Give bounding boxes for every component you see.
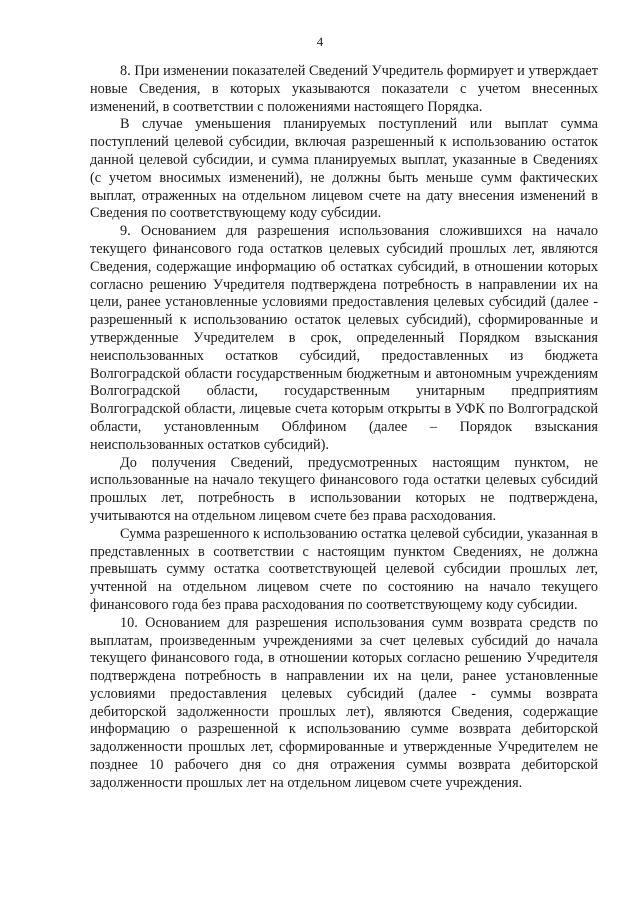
paragraph-10: 10. Основанием для разрешения использования сумм возврата средств по выплатам, произведенным учреждениями за счет целевых субсидий до начала текущего финансового года, в отношении которых согласно решению Учредителя подтверждена потребность в направлении их на цели, ранее установленные условиями предоставления целевых субсидий (далее - суммы возврата дебиторской задолженности прошлых лет), являются Сведения, содержащие информацию о разрешенной к использованию сумме возврата дебиторской задолженности прошлых лет, сформированные и утвержденные Учредителем не позднее 10 рабочего дня со дня отражения суммы возврата дебиторской задолженности прошлых лет на отдельном лицевом счете учреждения.: [90, 614, 598, 791]
paragraph-9-pending-info: До получения Сведений, предусмотренных настоящим пунктом, не использованные на начало текущего финансового года остатки целевых субсидий прошлых лет, потребность в использовании которых не подтверждена, учитываются на отдельном лицевом счете без права расходования.: [90, 454, 598, 524]
paragraph-8-reduction: В случае уменьшения планируемых поступлений или выплат сумма поступлений целевой субсидии, включая разрешенный к использованию остаток данной целевой субсидии, и сумма планируемых выплат, указанные в Сведениях (с учетом вносимых изменений), не должны быть меньше сумм фактических выплат, отраженных на отдельном лицевом счете на дату внесения изменений в Сведения по соответствующему коду субсидии.: [90, 116, 598, 222]
paragraph-8: 8. При изменении показателей Сведений Учредитель формирует и утверждает новые Сведения, в которых указываются показатели с учетом внесенных изменений, в соответствии с положениями настоящего Порядка.: [90, 63, 598, 115]
paragraph-9-allowed-sum: Сумма разрешенного к использованию остатка целевой субсидии, указанная в представленных в соответствии с настоящим пунктом Сведениях, не должна превышать сумму остатка соответствующей целевой субсидии прошлых лет, учтенной на отдельном лицевом счете по состоянию на начало текущего финансового года без права расходования по соответствующему коду субсидии.: [90, 525, 598, 613]
paragraph-9: 9. Основанием для разрешения использования сложившихся на начало текущего финансового года остатков целевых субсидий прошлых лет, являются Сведения, содержащие информацию об остатках субсидий, в отношении которых согласно решению Учредителя подтверждена потребность в направлении их на цели, ранее установленные условиями предоставления целевых субсидий (далее - разрешенный к использованию остаток целевых субсидий), сформированные и утвержденные Учредителем в срок, определенный Порядком взыскания неиспользованных остатков субсидий, предоставленных из бюджета Волгоградской области государственным бюджетным и автономным учреждениям Волгоградской области, государственным унитарным предприятиям Волгоградской области, лицевые счета которым открыты в УФК по Волгоградской области, установленным Облфином (далее – Порядок взыскания неиспользованных остатков субсидий).: [90, 223, 598, 453]
page-number: 4: [316, 34, 324, 49]
document-body: [90, 63, 598, 793]
